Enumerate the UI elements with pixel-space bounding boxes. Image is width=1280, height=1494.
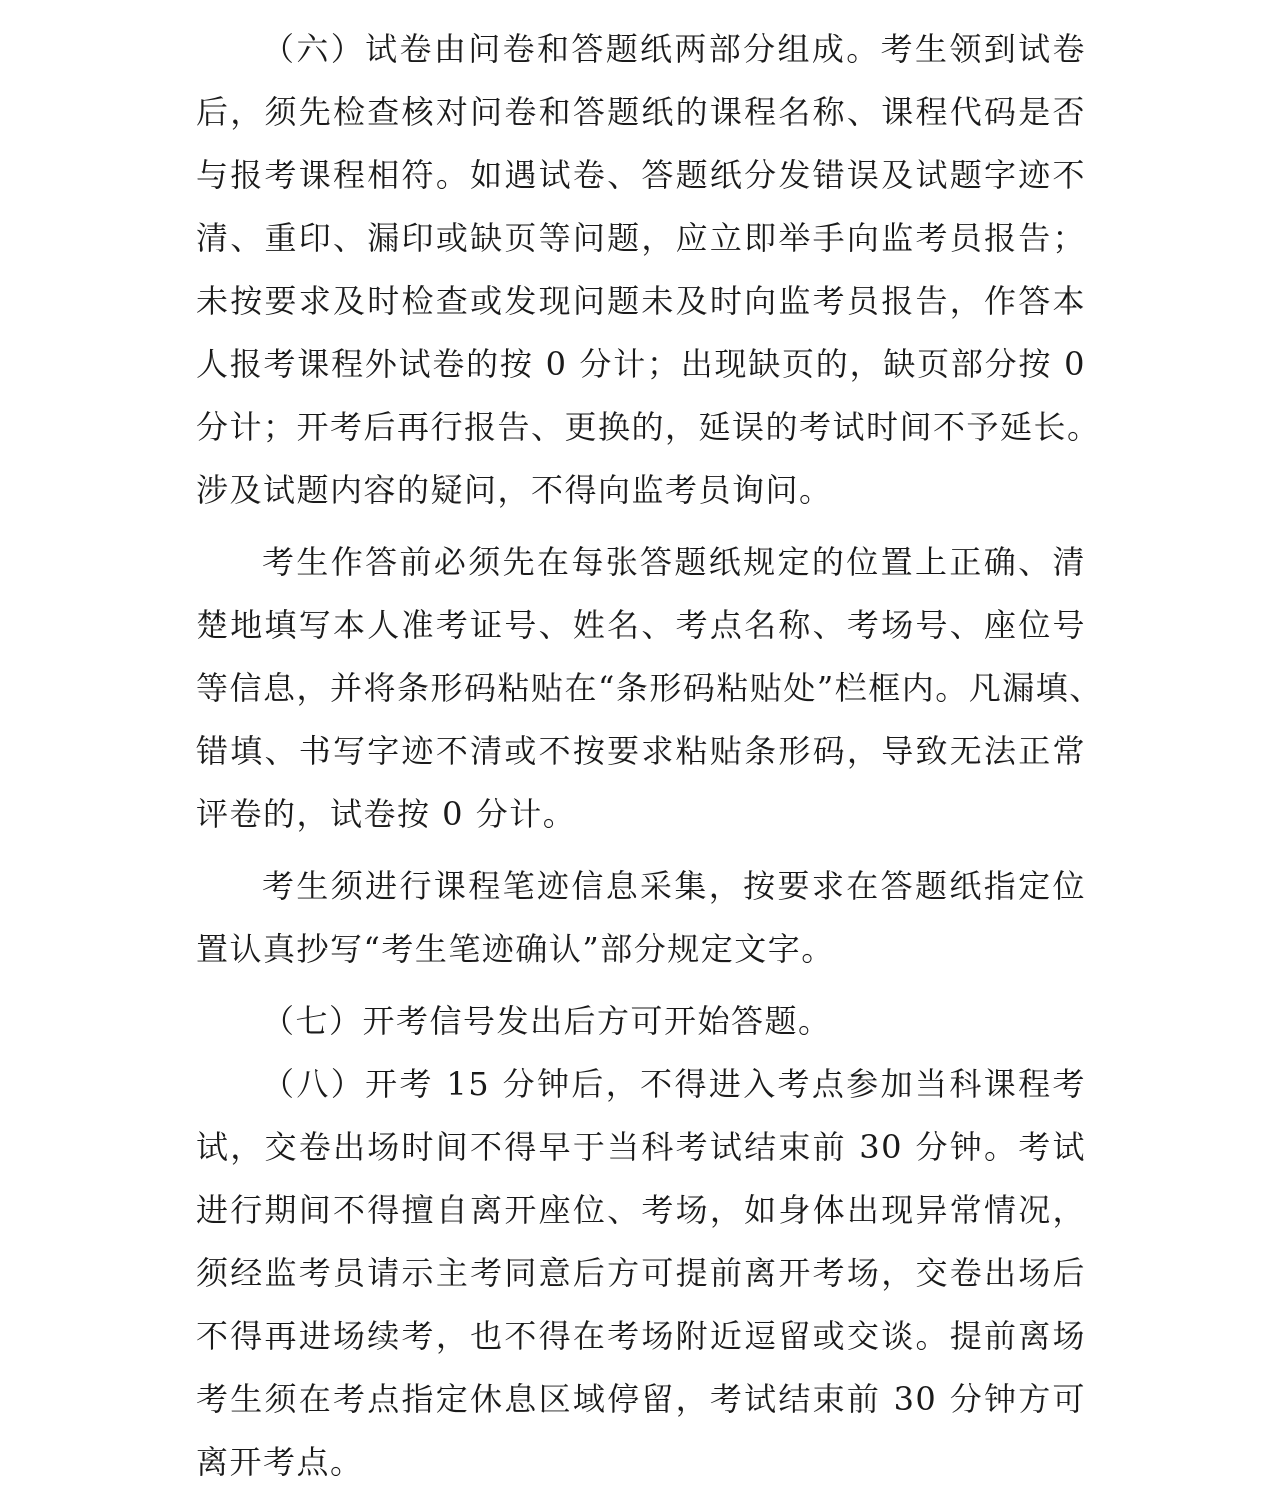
paragraph-exam-paper-check: [196, 18, 1101, 522]
paragraph-handwriting-collection: [196, 855, 1086, 981]
paragraph-line: 清、重印、漏印或缺页等问题，应立即举手向监考员报告；: [196, 219, 1086, 257]
paragraph-line: 涉及试题内容的疑问，不得向监考员询问。: [196, 471, 833, 509]
paragraph-line: 考生须进行课程笔迹信息采集，按要求在答题纸指定位: [262, 867, 1086, 905]
paragraph-line: 试，交卷出场时间不得早于当科考试结束前 30 分钟。考试: [196, 1128, 1086, 1166]
paragraph-line: 楚地填写本人准考证号、姓名、考点名称、考场号、座位号: [196, 606, 1086, 644]
paragraph-line: 须经监考员请示主考同意后方可提前离开考场，交卷出场后: [196, 1254, 1086, 1292]
paragraph-start-signal: [196, 990, 1086, 1053]
paragraph-line: 人报考课程外试卷的按 0 分计；出现缺页的，缺页部分按 0: [196, 345, 1086, 383]
paragraph-answer-sheet-info: [196, 531, 1103, 846]
paragraph-line: 考生须在考点指定休息区域停留，考试结束前 30 分钟方可: [196, 1380, 1086, 1418]
paragraph-line: （八）开考 15 分钟后，不得进入考点参加当科课程考: [262, 1065, 1086, 1103]
paragraph-entry-exit-rules: [196, 1053, 1086, 1494]
paragraph-line: 进行期间不得擅自离开座位、考场，如身体出现异常情况，: [196, 1191, 1086, 1229]
paragraph-line: 离开考点。: [196, 1443, 364, 1481]
document-body: [196, 18, 1103, 1494]
paragraph-line: 错填、书写字迹不清或不按要求粘贴条形码，导致无法正常: [196, 732, 1086, 770]
paragraph-line: 后，须先检查核对问卷和答题纸的课程名称、课程代码是否: [196, 93, 1086, 131]
paragraph-line: 未按要求及时检查或发现问题未及时向监考员报告，作答本: [196, 282, 1086, 320]
paragraph-line: 与报考课程相符。如遇试卷、答题纸分发错误及试题字迹不: [196, 156, 1086, 194]
paragraph-line: 考生作答前必须先在每张答题纸规定的位置上正确、清: [262, 543, 1086, 581]
paragraph-line: 置认真抄写“考生笔迹确认”部分规定文字。: [196, 930, 835, 968]
paragraph-line: 不得再进场续考，也不得在考场附近逗留或交谈。提前离场: [196, 1317, 1086, 1355]
paragraph-line: （七）开考信号发出后方可开始答题。: [262, 1002, 832, 1040]
paragraph-line: 评卷的，试卷按 0 分计。: [196, 795, 577, 833]
paragraph-line: 等信息，并将条形码粘贴在“条形码粘贴处”栏框内。凡漏填、: [196, 669, 1103, 707]
paragraph-line: 分计；开考后再行报告、更换的，延误的考试时间不予延长。: [196, 408, 1101, 446]
paragraph-line: （六）试卷由问卷和答题纸两部分组成。考生领到试卷: [262, 30, 1086, 68]
